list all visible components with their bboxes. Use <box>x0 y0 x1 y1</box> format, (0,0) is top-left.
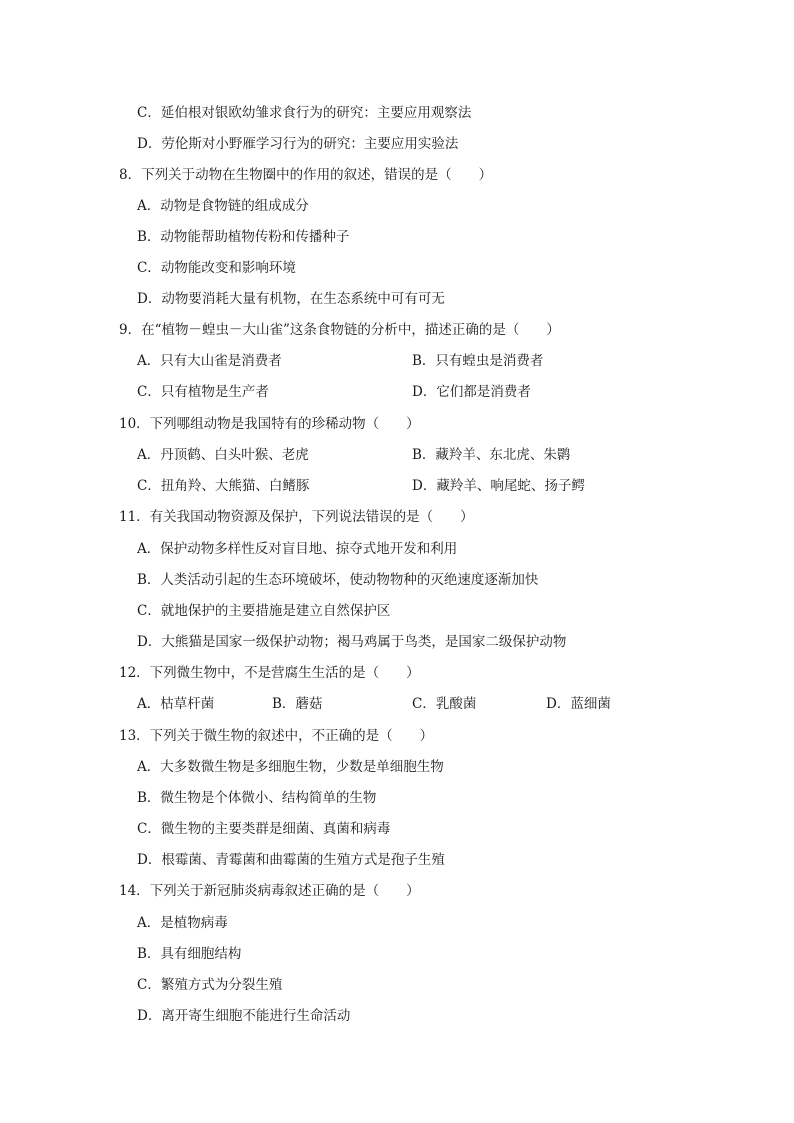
q9-stem: 9．在“植物－蝗虫－大山雀”这条食物链的分析中，描述正确的是（ ） <box>119 322 560 338</box>
q10-option-b: B．藏羚羊、东北虎、朱鹮 <box>412 447 571 463</box>
q11-option-d: D．大熊猫是国家一级保护动物；褐马鸡属于鸟类，是国家二级保护动物 <box>137 634 567 650</box>
q11-option-a: A．保护动物多样性反对盲目地、掠夺式地开发和利用 <box>137 541 458 557</box>
q8-stem: 8．下列关于动物在生物圈中的作用的叙述，错误的是（ ） <box>119 167 493 183</box>
q12-option-a: A．枯草杆菌 <box>137 696 215 712</box>
q9-option-b: B．只有蝗虫是消费者 <box>412 353 544 369</box>
q14-option-b: B．具有细胞结构 <box>137 946 242 962</box>
q13-option-c: C．微生物的主要类群是细菌、真菌和病毒 <box>137 821 391 837</box>
q13-option-b: B．微生物是个体微小、结构简单的生物 <box>137 790 377 806</box>
q13-option-d: D．根霉菌、青霉菌和曲霉菌的生殖方式是孢子生殖 <box>137 852 445 868</box>
q11-option-c: C．就地保护的主要措施是建立自然保护区 <box>137 603 391 619</box>
q9-option-c: C．只有植物是生产者 <box>137 384 269 400</box>
q8-option-b: B．动物能帮助植物传粉和传播种子 <box>137 229 350 245</box>
q11-stem: 11．有关我国动物资源及保护，下列说法错误的是（ ） <box>119 509 474 525</box>
q14-stem: 14．下列关于新冠肺炎病毒叙述正确的是（ ） <box>119 883 420 899</box>
q7-option-c: C．延伯根对银欧幼雏求食行为的研究：主要应用观察法 <box>137 105 472 121</box>
q10-option-d: D．藏羚羊、响尾蛇、扬子鳄 <box>412 478 585 494</box>
q10-option-a: A．丹顶鹤、白头叶猴、老虎 <box>137 447 309 463</box>
q9-option-d: D．它们都是消费者 <box>412 384 531 400</box>
q13-stem: 13．下列关于微生物的叙述中，不正确的是（ ） <box>119 728 434 744</box>
q14-option-d: D．离开寄生细胞不能进行生命活动 <box>137 1008 351 1024</box>
q13-option-a: A．大多数微生物是多细胞生物，少数是单细胞生物 <box>137 759 444 775</box>
q12-stem: 12．下列微生物中，不是营腐生生活的是（ ） <box>119 665 420 681</box>
q8-option-c: C．动物能改变和影响环境 <box>137 260 296 276</box>
q12-option-b: B．蘑菇 <box>272 696 323 712</box>
q10-stem: 10．下列哪组动物是我国特有的珍稀动物（ ） <box>119 416 420 432</box>
q8-option-a: A．动物是食物链的组成成分 <box>137 198 309 214</box>
q14-option-a: A．是植物病毒 <box>137 915 228 931</box>
q9-option-a: A．只有大山雀是消费者 <box>137 353 282 369</box>
q12-option-d: D．蓝细菌 <box>546 696 611 712</box>
q8-option-d: D．动物要消耗大量有机物，在生态系统中可有可无 <box>137 291 445 307</box>
q11-option-b: B．人类活动引起的生态环境破坏，使动物物种的灭绝速度逐渐加快 <box>137 572 539 588</box>
q10-option-c: C．扭角羚、大熊猫、白鳍豚 <box>137 478 310 494</box>
q14-option-c: C．繁殖方式为分裂生殖 <box>137 977 283 993</box>
q12-option-c: C．乳酸菌 <box>412 696 477 712</box>
q7-option-d: D．劳伦斯对小野雁学习行为的研究：主要应用实验法 <box>137 136 459 152</box>
